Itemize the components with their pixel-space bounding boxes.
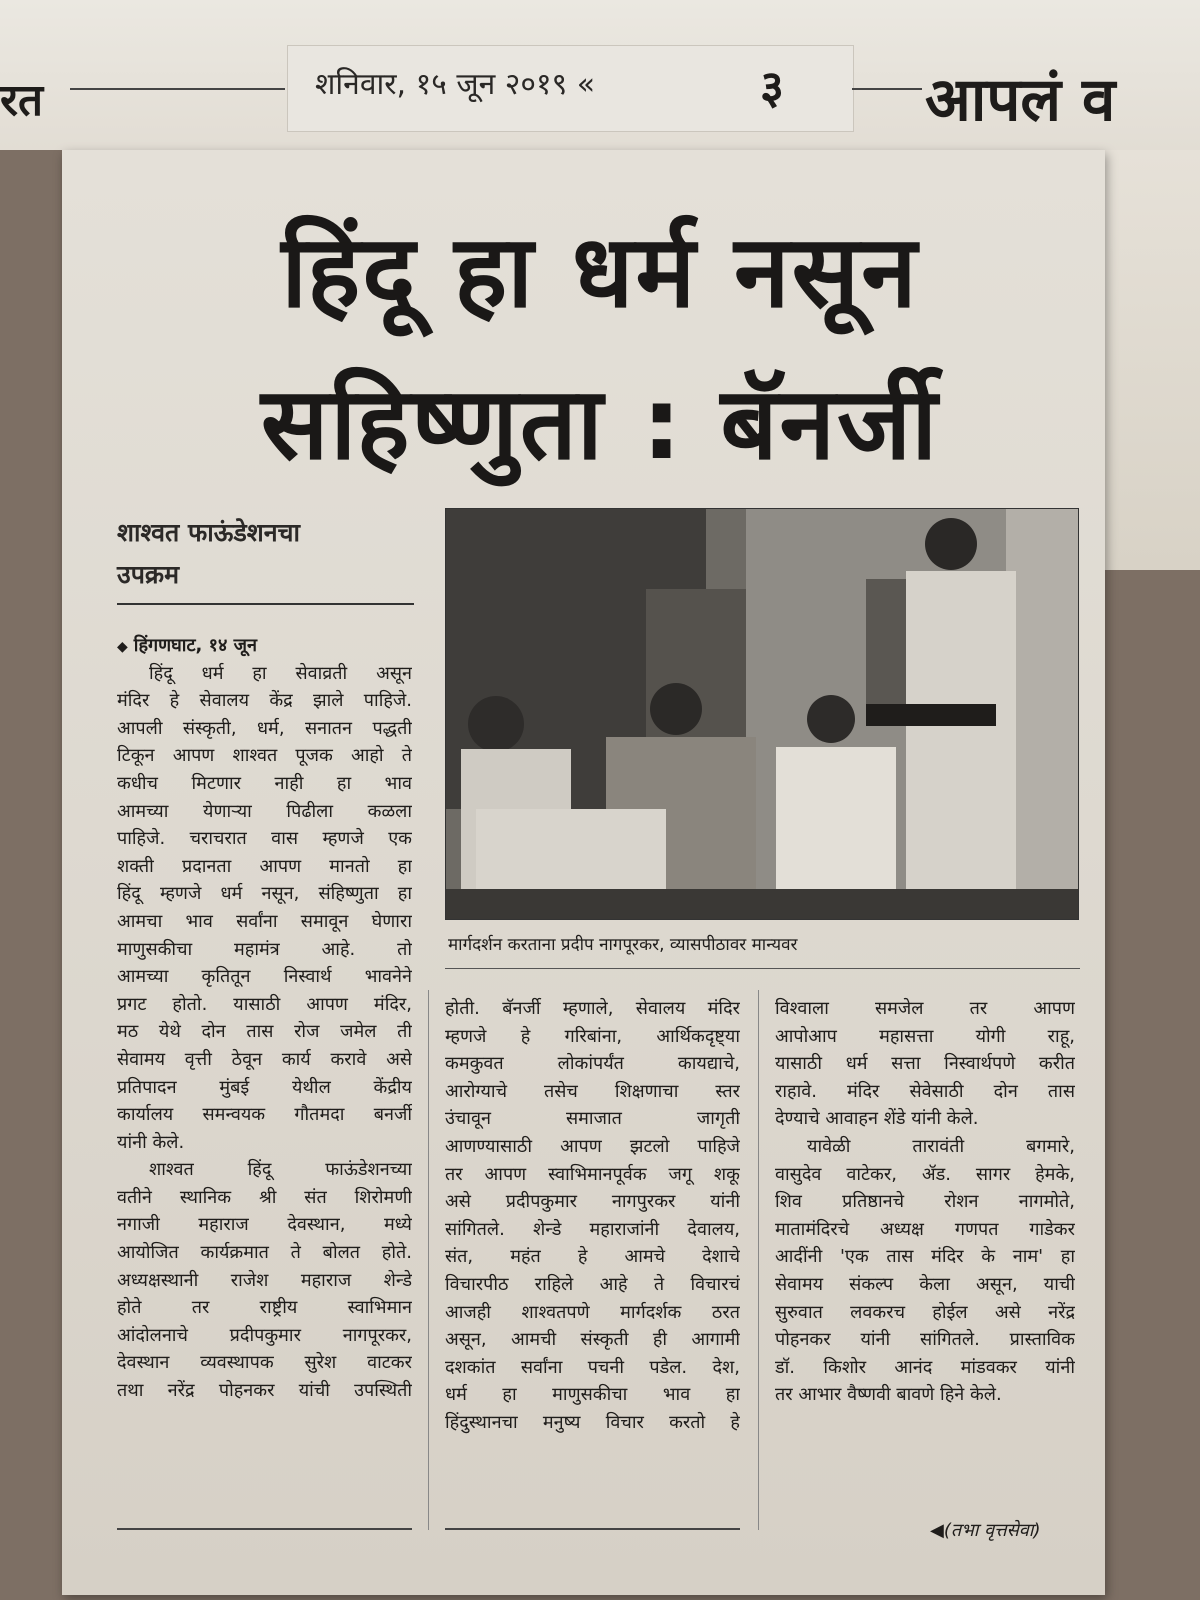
- text-line: टिकून आपण शाश्वत पूजक आहो ते: [117, 745, 412, 767]
- text-line: आमचा भाव सर्वांना समावून घेणारा: [117, 910, 412, 932]
- text-line: शिव प्रतिष्ठानचे रोशन नागमोते,: [775, 1191, 1075, 1213]
- text-line: प्रतिपादन मुंबई येथील केंद्रीय: [117, 1076, 412, 1098]
- text-line: आयोजित कार्यक्रमात ते बोलत होते.: [117, 1242, 412, 1264]
- text-line: आमच्या कृतितून निस्वार्थ भावनेने: [117, 966, 412, 988]
- subheading-line-1: शाश्वत फाऊंडेशनचा: [117, 518, 300, 547]
- text-line: हिंदू म्हणजे धर्म नसून, संहिष्णुता हा: [117, 883, 412, 905]
- text-line: असून, आमची संस्कृती ही आगामी: [445, 1329, 740, 1351]
- event-photo-drawing: [446, 509, 1078, 919]
- newspaper-page-top: [0, 0, 1200, 150]
- text-line: वासुदेव वाटेकर, ॲड. सागर हेमके,: [775, 1163, 1075, 1185]
- headline-line-1: हिंदू हा धर्म नसून: [281, 213, 919, 330]
- text-line: हिंदुस्थानचा मनुष्य विचार करतो हे: [445, 1411, 740, 1433]
- text-line: धर्म हा माणुसकीचा भाव हा: [445, 1384, 740, 1406]
- text-line: देवस्थान व्यवस्थापक सुरेश वाटकर: [117, 1352, 412, 1374]
- column-1: [117, 632, 412, 1405]
- story-dateline: [117, 632, 412, 660]
- diamond-bullet-icon: ◆: [117, 639, 128, 655]
- text-line: होते तर राष्ट्रीय स्वाभिमान: [117, 1297, 412, 1319]
- text-line: डॉ. किशोर आनंद मांडवकर यांनी: [775, 1356, 1075, 1378]
- text-line: राहावे. मंदिर सेवेसाठी दोन तास: [775, 1080, 1075, 1102]
- text-line: होती. बॅनर्जी म्हणाले, सेवालय मंदिर: [445, 998, 740, 1019]
- text-line: म्हणजे हे गरिबांना, आर्थिकदृष्ट्या: [445, 1025, 740, 1047]
- text-line: माणुसकीचा महामंत्र आहे. तो: [117, 938, 412, 960]
- text-line: वतीने स्थानिक श्री संत शिरोमणी: [117, 1186, 412, 1208]
- text-line: यावेळी तारावंती बगमारे,: [807, 1135, 1075, 1157]
- text-line: आमच्या येणाऱ्या पिढीला कळला: [117, 800, 412, 822]
- text-line: असे प्रदीपकुमार नागपुरकर यांनी: [445, 1191, 740, 1213]
- column-divider: [428, 990, 429, 1530]
- masthead-rule-right: [852, 88, 922, 90]
- text-line: नगाजी महाराज देवस्थान, मध्ये: [117, 1214, 412, 1236]
- text-line: कधीच मिटणार नाही हा भाव: [117, 772, 412, 794]
- text-line: मठ येथे दोन तास रोज जमेल ती: [117, 1021, 412, 1043]
- bottom-rule: [117, 1528, 412, 1530]
- event-photo: [445, 508, 1079, 920]
- column-divider: [758, 990, 759, 1530]
- text-line: अध्यक्षस्थानी राजेश महाराज शेन्डे: [117, 1269, 412, 1291]
- subheading-line-2: उपक्रम: [117, 560, 180, 589]
- text-line: मातामंदिरचे अध्यक्ष गणपत गाडेकर: [775, 1218, 1075, 1240]
- triangle-bullet-icon: ◀: [930, 1520, 944, 1541]
- page-dateline: शनिवार, १५ जून २०१९ «: [315, 67, 596, 102]
- masthead-rule-left: [70, 88, 285, 90]
- text-line: सेवामय वृत्ती ठेवून कार्य करावे असे: [117, 1048, 412, 1070]
- news-credit: [930, 1518, 1040, 1542]
- text-line: आणण्यासाठी आपण झटलो पाहिजे: [445, 1135, 740, 1157]
- text-line: आजही शाश्वतपणे मार्गदर्शक ठरत: [445, 1301, 740, 1323]
- text-line: कमकुवत लोकांपर्यंत कायद्याचे,: [445, 1053, 740, 1075]
- text-line: आपली संस्कृती, धर्म, सनातन पद्धती: [117, 717, 412, 739]
- masthead-left-fragment: रत: [0, 75, 44, 126]
- text-line: शक्ती प्रदानता आपण मानतो हा: [117, 855, 412, 877]
- column-2: [445, 995, 740, 1437]
- text-line: तर आपण स्वाभिमानपूर्वक जगू शकू: [445, 1163, 740, 1185]
- text-line: आदींनी 'एक तास मंदिर के नाम' हा: [775, 1246, 1075, 1268]
- text-line: प्रगट होतो. यासाठी आपण मंदिर,: [117, 993, 412, 1015]
- story-dateline-text: हिंगणघाट, १४ जून: [133, 635, 257, 656]
- page-number: ३: [760, 60, 784, 114]
- text-line: सांगितले. शेन्डे महाराजांनी देवालय,: [445, 1218, 740, 1240]
- text-line: आरोग्याचे तसेच शिक्षणाचा स्तर: [445, 1080, 740, 1102]
- bottom-rule: [445, 1528, 740, 1530]
- text-line: यांनी केले.: [117, 1131, 185, 1153]
- text-line: शाश्वत हिंदू फाऊंडेशनच्या: [149, 1159, 412, 1181]
- text-line: सुरुवात लवकरच होईल असे नरेंद्र: [775, 1301, 1075, 1323]
- text-line: विचारपीठ राहिले आहे ते विचारचं: [445, 1273, 740, 1295]
- text-line: तथा नरेंद्र पोहनकर यांची उपस्थिती: [117, 1380, 412, 1402]
- text-line: आंदोलनाचे प्रदीपकुमार नागपूरकर,: [117, 1324, 412, 1346]
- subheading: [117, 512, 407, 596]
- subheading-rule: [117, 603, 414, 605]
- text-line: पोहनकर यांनी सांगितले. प्रास्ताविक: [775, 1329, 1075, 1351]
- text-line: तर आभार वैष्णवी बावणे हिने केले.: [775, 1384, 1002, 1406]
- text-line: संत, महंत हे आमचे देशाचे: [445, 1246, 740, 1268]
- photo-caption: मार्गदर्शन करताना प्रदीप नागपूरकर, व्यासपीठावर मान्यवर: [448, 935, 798, 955]
- news-credit-text: (तभा वृत्तसेवा): [943, 1520, 1041, 1541]
- text-line: यासाठी धर्म सत्ता निस्वार्थपणे करीत: [775, 1053, 1075, 1075]
- column-3: [775, 995, 1075, 1409]
- headline-line-2: सहिष्णुता : बॅनर्जी: [260, 365, 940, 482]
- caption-rule: [445, 968, 1080, 969]
- text-line: कार्यालय समन्वयक गौतमदा बनर्जी: [117, 1104, 412, 1126]
- text-line: सेवामय संकल्प केला असून, याची: [775, 1273, 1075, 1295]
- text-line: देण्याचे आवाहन शेंडे यांनी केले.: [775, 1108, 979, 1130]
- text-line: दशकांत सर्वांना पचनी पडेल. देश,: [445, 1356, 740, 1378]
- masthead-right-fragment: आपलं व: [925, 65, 1116, 135]
- text-line: आपोआप महासत्ता योगी राहू,: [775, 1025, 1075, 1047]
- text-line: पाहिजे. चराचरात वास म्हणजे एक: [117, 828, 412, 850]
- text-line: हिंदू धर्म हा सेवाव्रती असून: [149, 662, 412, 684]
- text-line: मंदिर हे सेवालय केंद्र झाले पाहिजे.: [117, 690, 412, 712]
- text-line: उंचावून समाजात जागृती: [445, 1108, 740, 1130]
- text-line: विश्वाला समजेल तर आपण: [775, 998, 1075, 1019]
